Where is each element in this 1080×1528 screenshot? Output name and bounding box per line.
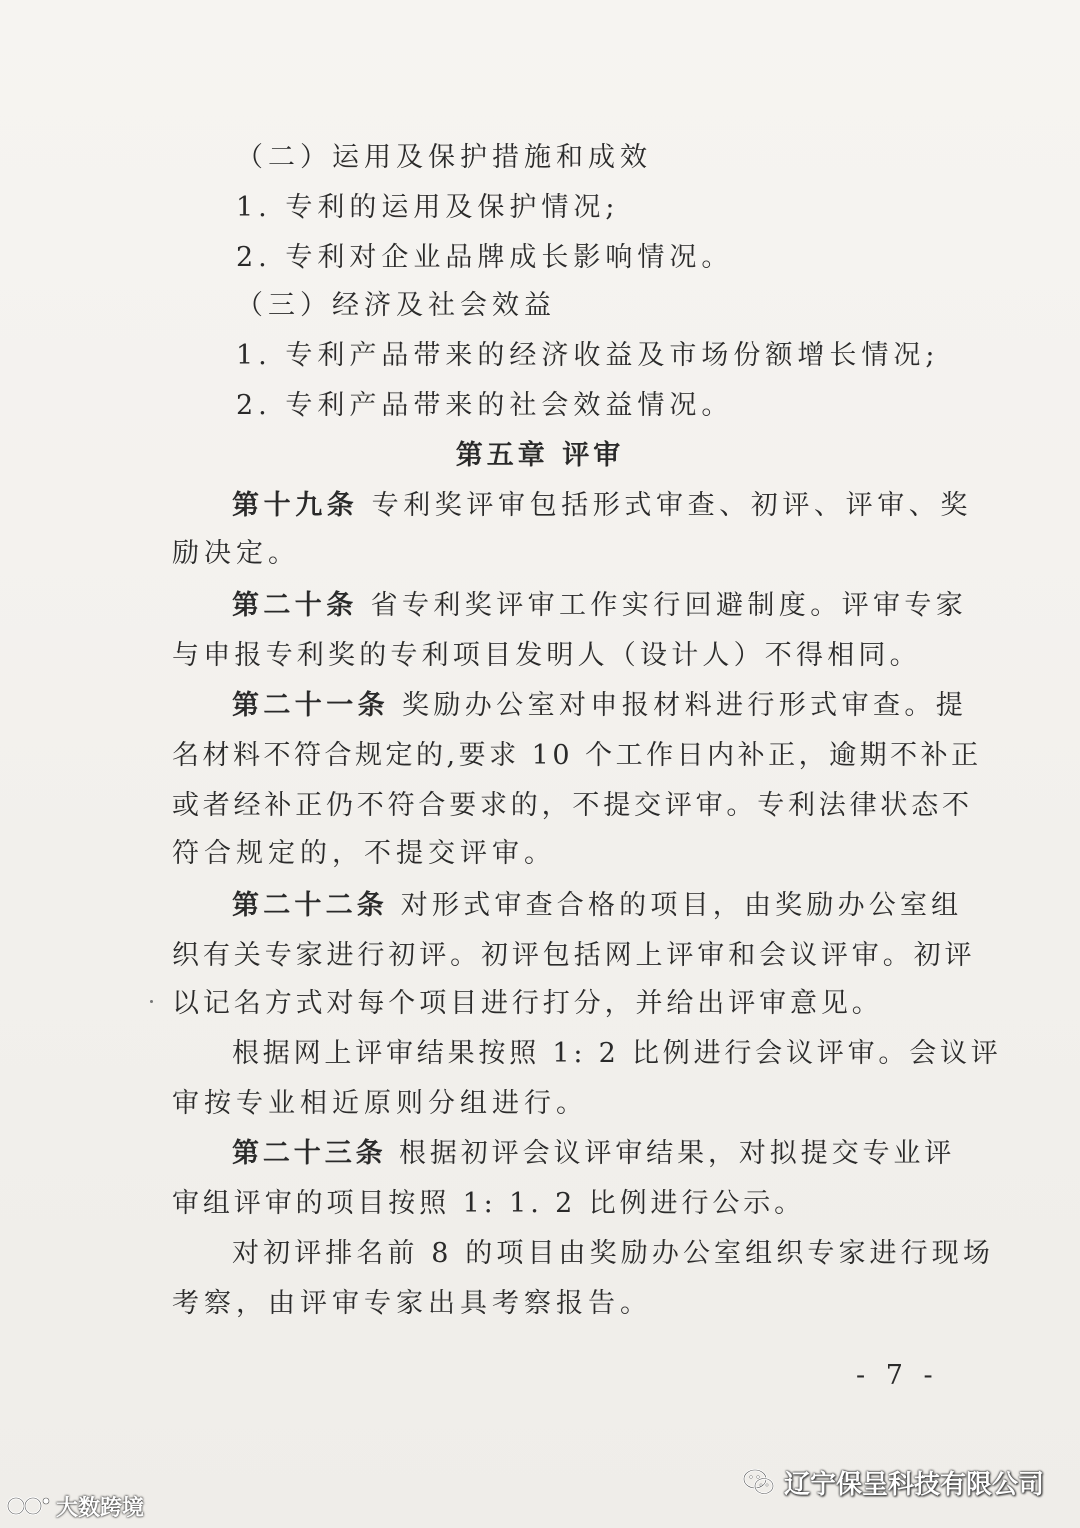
article-23-line-2: 审组评审的项目按照 1: 1. 2 比例进行公示。 [172,1188,806,1219]
article-21-line-2: 名材料不符合规定的,要求 10 个工作日内补正，逾期不补正 [172,740,982,771]
article-21-label: 第二十一条 [232,690,389,721]
section-2-title: （二）运用及保护措施和成效 [236,142,652,173]
chapter-heading: 第五章 评审 [455,440,625,471]
site-logo-text: 大数跨境 [56,1495,145,1521]
article-20-line-1 [232,588,967,624]
article-20-line-2: 与申报专利奖的专利项目发明人（设计人）不得相同。 [172,640,921,671]
article-22-label: 第二十二条 [232,890,388,921]
article-19-label: 第十九条 [232,490,359,521]
article-22-line-3: 以记名方式对每个项目进行打分，并给出评审意见。 [172,988,883,1019]
article-23-label: 第二十三条 [232,1138,387,1169]
article-22-line-4: 根据网上评审结果按照 1: 2 比例进行会议评审。会议评 [232,1038,1002,1069]
section-2-item-2: 2. 专利对企业品牌成长影响情况。 [236,242,734,273]
section-3-item-2: 2. 专利产品带来的社会效益情况。 [236,390,734,421]
article-19-line-1 [232,488,972,524]
article-19-line-2: 励决定。 [172,538,300,569]
page-number: - 7 - [856,1360,939,1391]
article-22-line-1 [232,888,962,924]
article-21-line-1 [232,688,967,724]
section-3-item-1: 1. 专利产品带来的经济收益及市场份额增长情况; [236,340,940,371]
site-watermark [6,1490,144,1522]
article-23-line-3: 对初评排名前 8 的项目由奖励办公室组织专家进行现场 [232,1238,994,1269]
section-3-title: （三）经济及社会效益 [236,290,556,321]
article-23-line-4: 考察，由评审专家出具考察报告。 [172,1288,652,1319]
article-23-line-1 [232,1136,955,1172]
article-21-line-4: 符合规定的，不提交评审。 [172,838,556,869]
article-19-text: 专利奖评审包括形式审查、初评、评审、奖 [358,490,972,521]
section-2-item-1: 1. 专利的运用及保护情况; [236,192,620,223]
article-21-line-3: 或者经补正仍不符合要求的，不提交评审。专利法律状态不 [172,790,973,821]
article-23-text: 根据初评会议评审结果，对拟提交专业评 [386,1138,956,1169]
logo-icon [6,1493,52,1519]
article-20-label: 第二十条 [232,590,358,621]
wechat-watermark [742,1462,1044,1502]
article-20-text: 省专利奖评审工作实行回避制度。评审专家 [357,590,968,621]
article-21-text: 奖励办公室对申报材料进行形式审查。提 [389,690,968,721]
wechat-account-name: 辽宁保呈科技有限公司 [784,1469,1045,1500]
scan-speck [150,1000,153,1003]
wechat-icon [742,1467,776,1497]
article-22-text: 对形式审查合格的项目，由奖励办公室组 [388,890,963,921]
article-22-line-5: 审按专业相近原则分组进行。 [172,1088,588,1119]
article-22-line-2: 织有关专家进行初评。初评包括网上评审和会议评审。初评 [172,940,976,971]
